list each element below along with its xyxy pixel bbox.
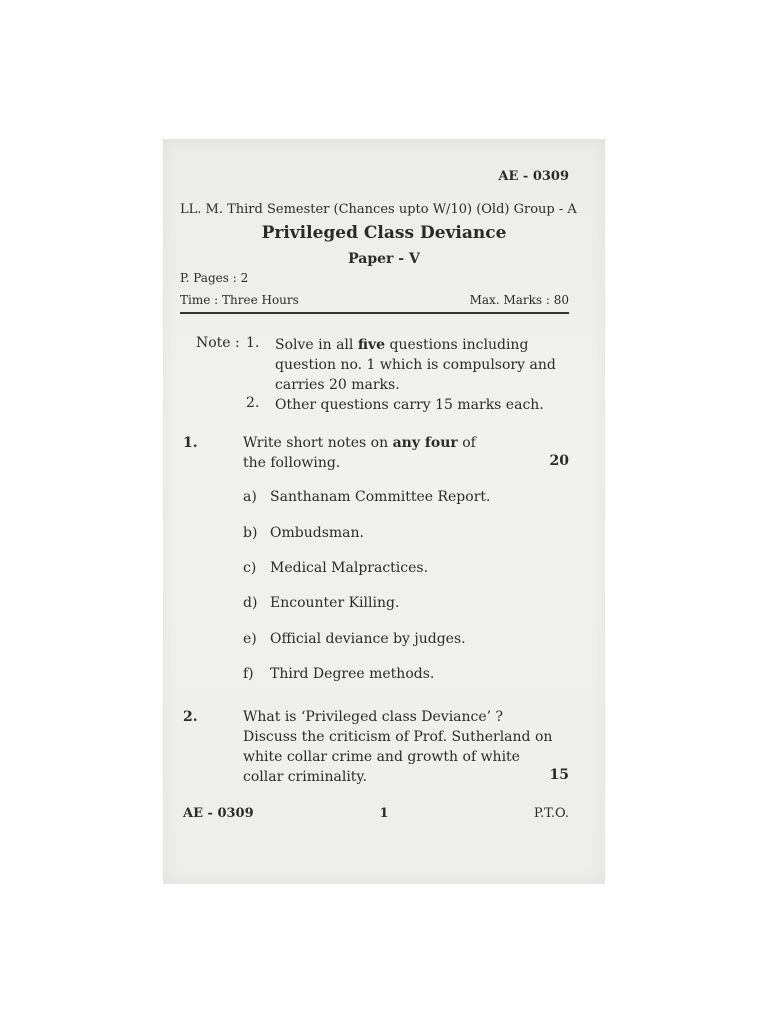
- paper-number: Paper - V: [348, 251, 420, 267]
- page-count: P. Pages : 2: [180, 271, 249, 285]
- note-item-number: 2.: [246, 395, 260, 411]
- question-text-start: Write short notes on: [243, 435, 393, 451]
- header-divider: [180, 312, 569, 314]
- sub-question-text: Third Degree methods.: [270, 666, 435, 682]
- question-text: What is ‘Privileged class Deviance’ ? Discuss the criticism of Prof. Sutherland on white collar crime and growth of white collar criminality.: [243, 709, 553, 785]
- paper-code: AE - 0309: [498, 169, 569, 184]
- paper-title: Privileged Class Deviance: [261, 223, 507, 243]
- max-marks: Max. Marks : 80: [469, 293, 569, 307]
- sub-question-text: Encounter Killing.: [270, 595, 400, 611]
- footer-code: AE - 0309: [183, 806, 254, 821]
- exam-page: [163, 139, 605, 884]
- sub-question-letter: e): [243, 631, 257, 647]
- note-item-text: Other questions carry 15 marks each.: [275, 397, 544, 413]
- question-marks: 20: [549, 453, 569, 469]
- note-item-text-end: questions including question no. 1 which is compulsory and carries 20 marks.: [275, 337, 556, 393]
- page-number: 1: [379, 806, 389, 821]
- sub-question-text: Santhanam Committee Report.: [270, 489, 491, 505]
- please-turn-over: P.T.O.: [533, 806, 569, 821]
- question-number: 1.: [183, 435, 198, 451]
- note-item-text-start: Solve in all: [275, 337, 358, 353]
- sub-question-letter: a): [243, 489, 257, 505]
- sub-question-text: Official deviance by judges.: [270, 631, 466, 647]
- sub-question-text: Ombudsman.: [270, 525, 364, 541]
- question-marks: 15: [549, 767, 569, 783]
- question-emphasis: any four: [392, 435, 458, 451]
- time-allowed: Time : Three Hours: [180, 293, 299, 307]
- note-item-text: [275, 335, 571, 395]
- course-line: LL. M. Third Semester (Chances upto W/10) (Old) Group - A: [180, 202, 577, 217]
- note-label: Note :: [196, 335, 240, 351]
- question-text-end: of the following.: [243, 435, 476, 471]
- note-item-emphasis: five: [357, 337, 386, 353]
- question-number: 2.: [183, 709, 198, 725]
- sub-question-text: Medical Malpractices.: [270, 560, 429, 576]
- sub-question-letter: f): [243, 666, 254, 682]
- sub-question-letter: d): [243, 595, 258, 611]
- question-text: [243, 433, 503, 473]
- sub-question-letter: c): [243, 560, 257, 576]
- sub-question-letter: b): [243, 525, 258, 541]
- note-item-number: 1.: [246, 335, 260, 351]
